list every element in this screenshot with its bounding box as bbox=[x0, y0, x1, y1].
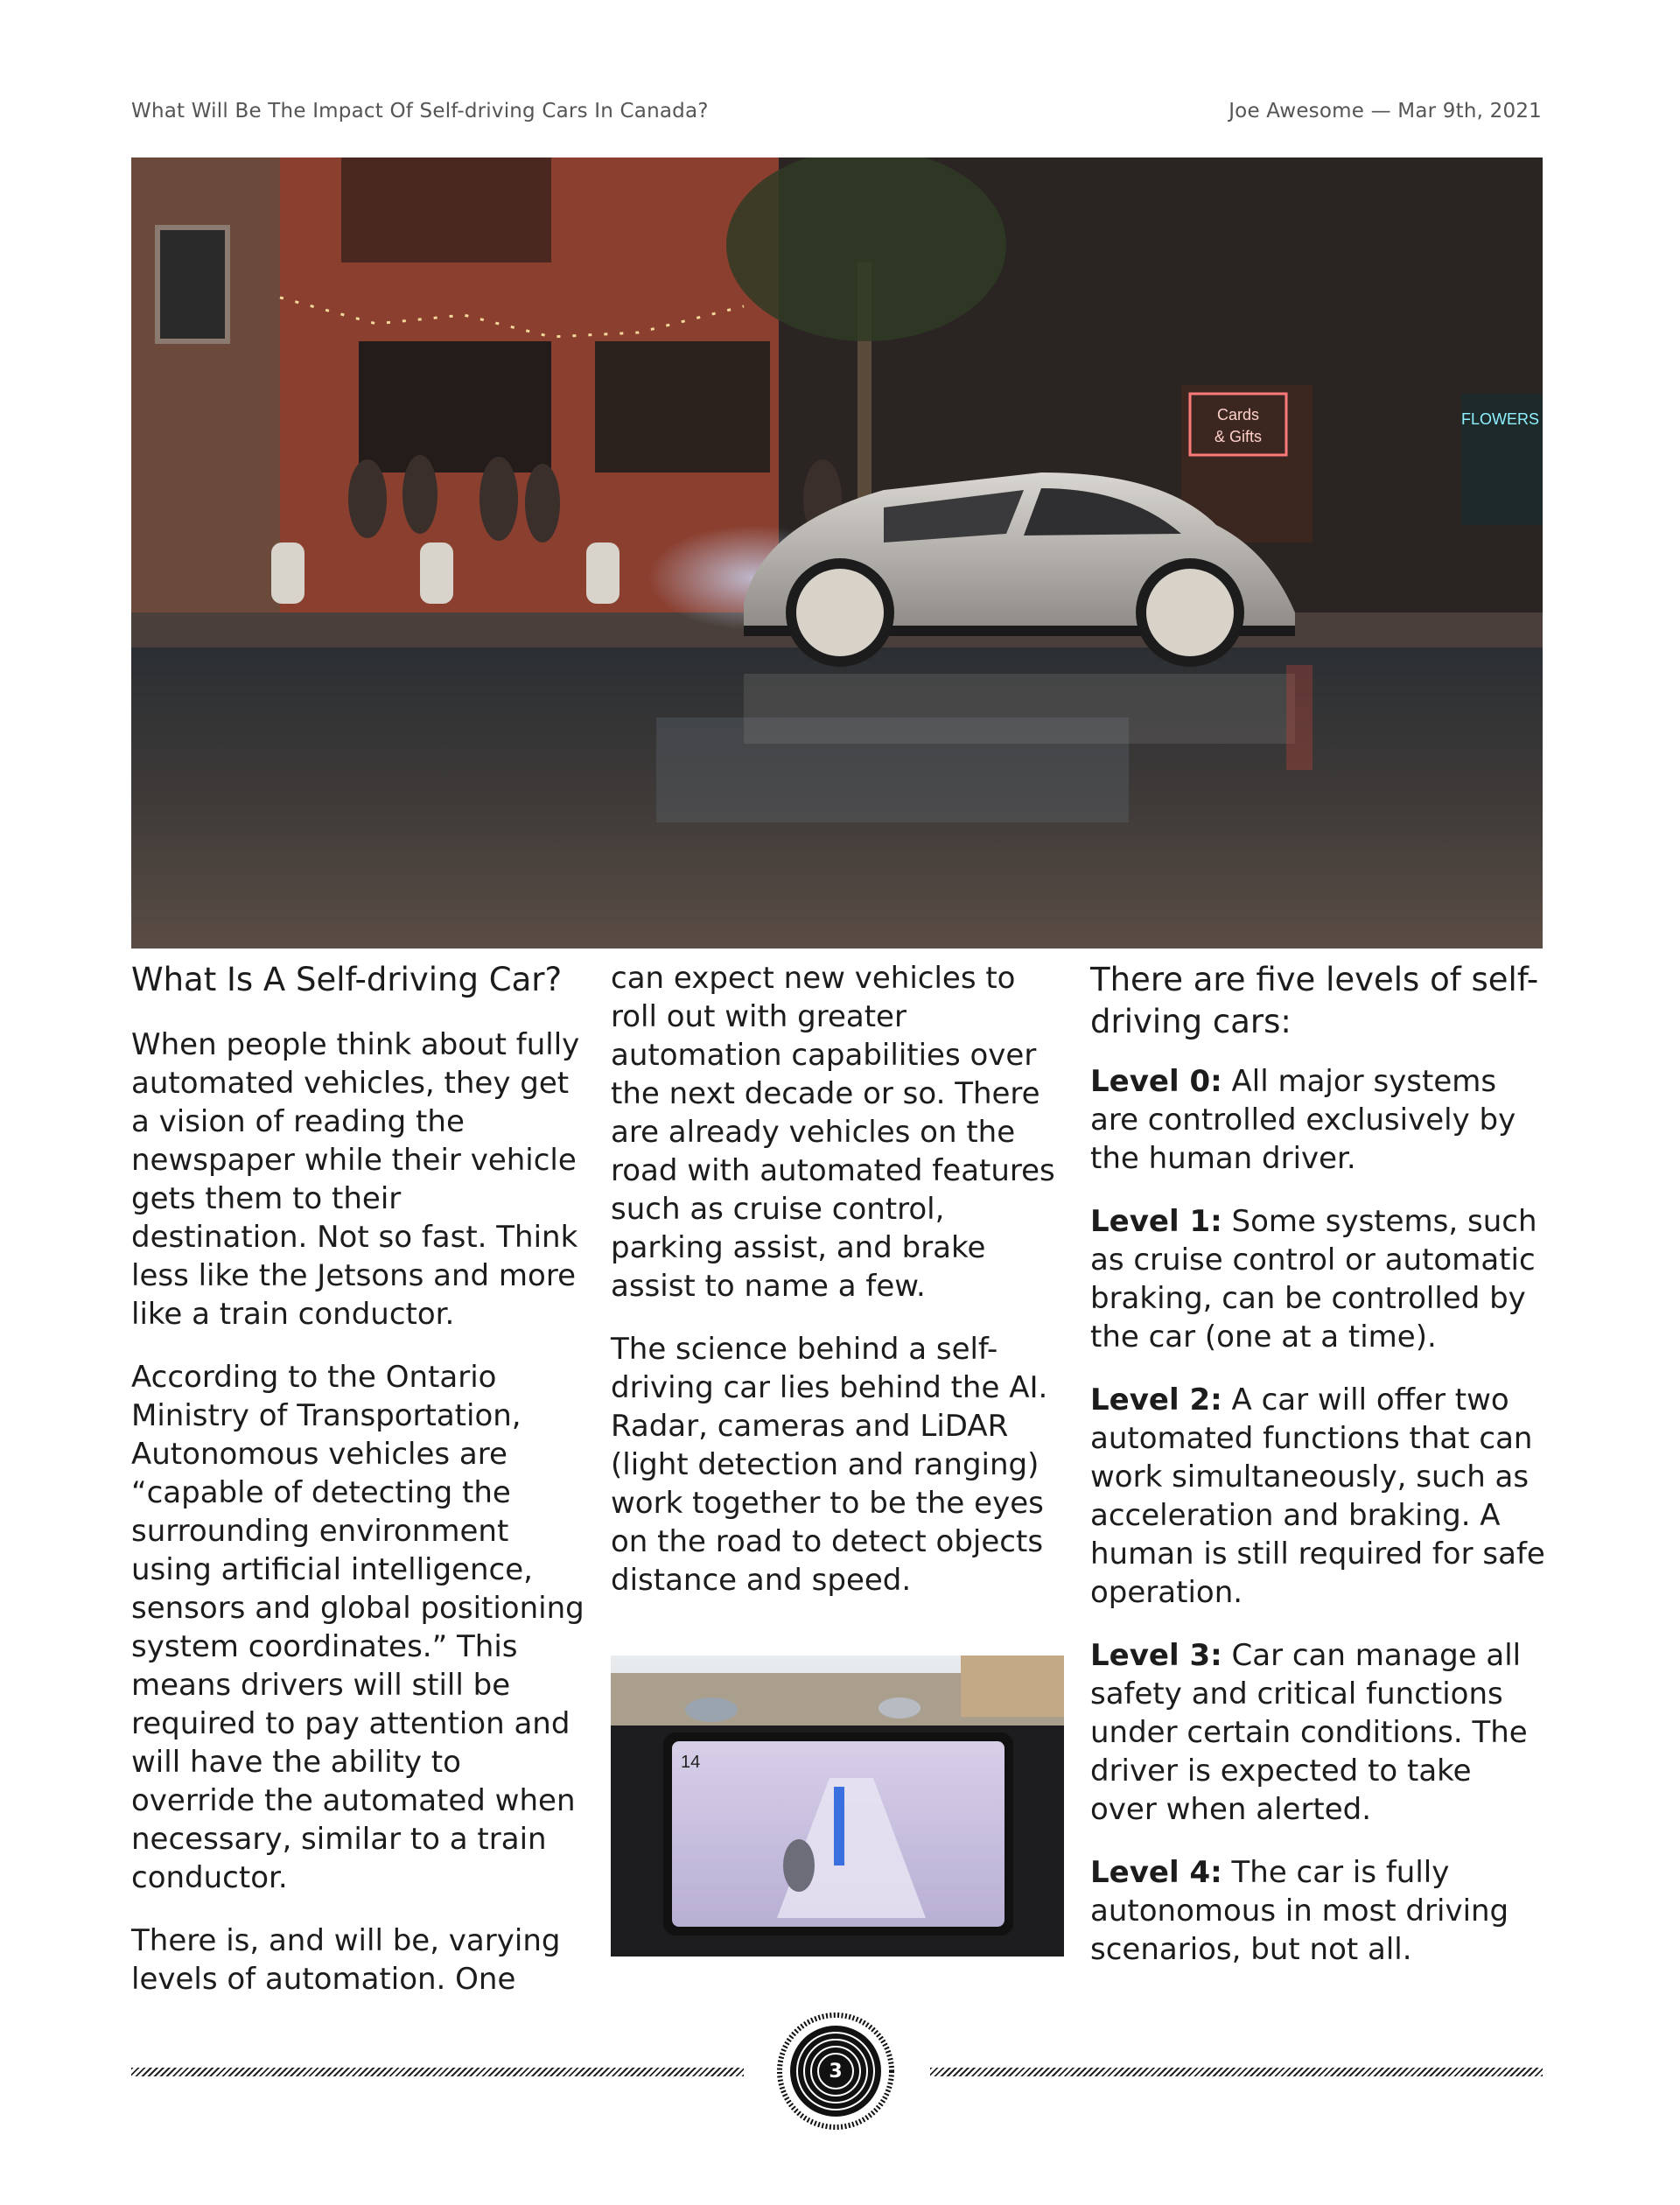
paragraph: There is, and will be, varying levels of automation. One bbox=[131, 1923, 561, 1997]
page-number-seal-icon bbox=[777, 2012, 894, 2130]
level-label: Level 3: bbox=[1090, 1638, 1222, 1673]
level-label: Level 1: bbox=[1090, 1204, 1222, 1239]
article-title: What Will Be The Impact Of Self-driving Cars In Canada? bbox=[131, 100, 709, 122]
paragraph: can expect new vehicles to roll out with greater automation capabilities over the next decade or so. There are already vehicles on the road with automated features such as cruise control, parking assist, and brake assist to name a few. bbox=[611, 961, 1055, 1304]
level-text: Car can manage all safety and critical functions under certain conditions. The driver is expected to take over when alerted. bbox=[1090, 1638, 1528, 1827]
column-3 bbox=[1090, 959, 1545, 1993]
level-3 bbox=[1090, 1636, 1545, 1829]
column-1 bbox=[131, 959, 586, 2023]
page-header bbox=[131, 100, 1542, 122]
level-4 bbox=[1090, 1853, 1545, 1969]
paragraph: When people think about fully automated vehicles, they get a vision of reading the newspaper while their vehicle gets them to their destination. Not so fast. Think less like the Jetsons and more like a train conductor. bbox=[131, 1027, 580, 1332]
night-street-car-photo bbox=[131, 158, 1543, 948]
car-dashboard-screen-photo bbox=[611, 1656, 1064, 1956]
hero-image bbox=[131, 158, 1543, 948]
level-text: Some systems, such as cruise control or automatic braking, can be controlled by the car (one at a time). bbox=[1090, 1204, 1537, 1354]
level-text: All major systems are controlled exclusively by the human driver. bbox=[1090, 1064, 1516, 1176]
level-label: Level 0: bbox=[1090, 1064, 1222, 1099]
gifts-sign: & Gifts bbox=[1214, 428, 1263, 445]
section-heading: What Is A Self-driving Car? bbox=[131, 961, 563, 998]
dashboard-speed: 14 bbox=[681, 1753, 701, 1772]
footer-divider-right bbox=[930, 2068, 1543, 2076]
flowers-sign: FLOWERS bbox=[1461, 410, 1540, 428]
column-2 bbox=[611, 959, 1066, 1624]
page-number: 3 bbox=[829, 2060, 843, 2082]
level-1 bbox=[1090, 1202, 1545, 1356]
byline: Joe Awesome — Mar 9th, 2021 bbox=[1228, 100, 1542, 122]
level-text: A car will offer two automated functions that can work simultaneously, such as acceleration and braking. A human is still required for safe operation. bbox=[1090, 1382, 1545, 1610]
paragraph: According to the Ontario Ministry of Transportation, Autonomous vehicles are “capable of detecting the surrounding environment using artificial intelligence, sensors and global positioning system coordinates.” This means drivers will still be required to pay attention and will have the ability to override the automated when necessary, similar to a train conductor. bbox=[131, 1360, 584, 1895]
level-0 bbox=[1090, 1062, 1545, 1178]
level-label: Level 4: bbox=[1090, 1855, 1222, 1890]
dashboard-image bbox=[611, 1656, 1064, 1956]
level-2 bbox=[1090, 1381, 1545, 1612]
cards-sign: Cards bbox=[1216, 406, 1260, 424]
footer-divider-left bbox=[131, 2068, 744, 2076]
level-label: Level 2: bbox=[1090, 1382, 1222, 1418]
paragraph: The science behind a self-driving car lies behind the AI. Radar, cameras and LiDAR (light detection and ranging) work together to be the eyes on the road to detect objects distance and speed. bbox=[611, 1332, 1048, 1598]
level-text: The car is fully autonomous in most driving scenarios, but not all. bbox=[1090, 1855, 1509, 1967]
levels-heading: There are five levels of self-driving cars: bbox=[1090, 961, 1539, 1040]
